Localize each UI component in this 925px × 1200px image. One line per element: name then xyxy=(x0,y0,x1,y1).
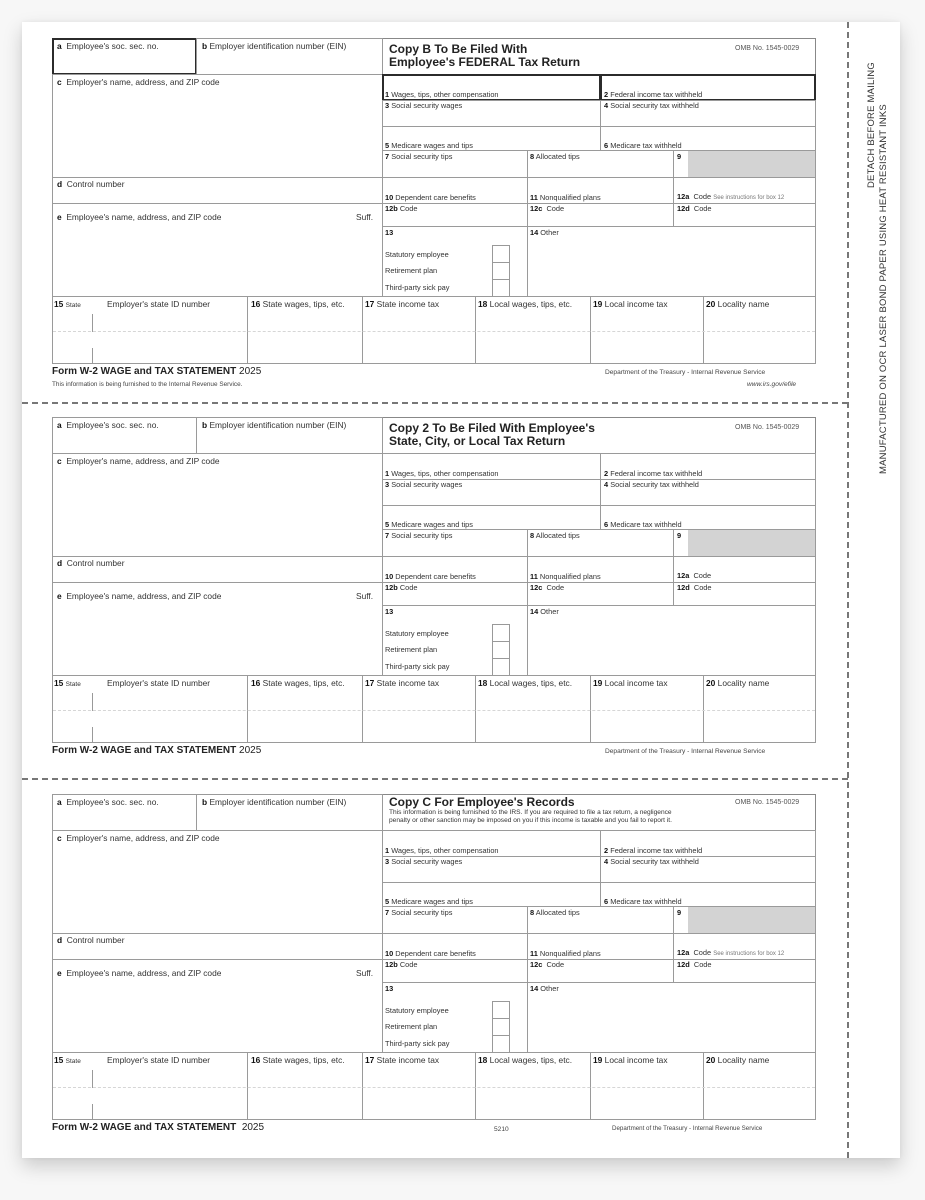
department-label: Department of the Treasury - Internal Revenue Service xyxy=(605,369,766,376)
third-party-sick-pay-checkbox[interactable] xyxy=(492,658,510,676)
copy-b-form: a Employee's soc. sec. no. b Employer identification number (EIN) Copy B To Be Filed With Employee's FEDERAL Tax Return OMB No. 1545-0029 c Employer's name, address, and ZIP code d Control number e Employee's name, address, and ZIP code Suff. 1 Wages, tips, other compensation 2 Federal income tax withheld 3 Social security wages 4 Social security tax withheld 5 Medicare wages and tips 6 Medicare tax withheld 7 Social security tips 8 Allocated tips 9 10 Dependent care benefits 11 Nonqualified plans 12a Code See instructions for box 12 12b Code 12c Code 12d Code 13 Statutory employee Retirement plan Third-party sick pay 14 Other 15 State Employer's state ID number 16 State wages, tips, etc. 17 State income tax 18 Local wages, tips, etc. 19 Local income tax 20 Locality name Form W-2 WAGE and TAX STATEMENT 2025 This information is being furnished to the Internal Revenue Service. Department of the Treasury - Internal Revenue Service www.irs.gov/efile xyxy=(52,38,816,398)
box-14-other[interactable] xyxy=(527,982,816,1053)
omb-number: OMB No. 1545-0029 xyxy=(735,45,800,52)
vertical-perforation-line xyxy=(847,22,849,1158)
perforation-line xyxy=(22,402,848,404)
box-c-employer[interactable] xyxy=(52,74,383,178)
copy-title: Copy 2 To Be Filed With Employee's State, City, or Local Tax Return xyxy=(389,421,595,448)
furnished-note: This information is being furnished to the Internal Revenue Service. xyxy=(52,381,243,388)
third-party-sick-pay-checkbox[interactable] xyxy=(492,279,510,297)
box-c-employer[interactable] xyxy=(52,830,383,934)
statutory-employee-checkbox[interactable] xyxy=(492,1001,510,1019)
copy-c-notice: This information is being furnished to the IRS. If you are required to file a tax return, a negligence penalty or other sanction may be imposed on you if this income is taxable and you fail to report it. xyxy=(389,809,672,824)
retirement-plan-checkbox[interactable] xyxy=(492,262,510,280)
statutory-employee-checkbox[interactable] xyxy=(492,624,510,642)
retirement-plan-checkbox[interactable] xyxy=(492,1018,510,1036)
copy-title: Copy C For Employee's Records xyxy=(389,795,575,809)
retirement-plan-checkbox[interactable] xyxy=(492,641,510,659)
box-14-other[interactable] xyxy=(527,605,816,676)
paper-notice: MANUFACTURED ON OCR LASER BOND PAPER USING HEAT RESISTANT INKS xyxy=(878,104,889,474)
copy-title: Copy B To Be Filed With Employee's FEDERAL Tax Return xyxy=(389,42,581,69)
box-a-label: Employee's soc. sec. no. xyxy=(66,41,159,51)
detach-notice: DETACH BEFORE MAILING xyxy=(866,62,877,188)
suffix-label: Suff. xyxy=(356,212,374,222)
form-title: Form W-2 WAGE and TAX STATEMENT 2025 xyxy=(52,366,262,377)
third-party-sick-pay-checkbox[interactable] xyxy=(492,1035,510,1053)
statutory-employee-checkbox[interactable] xyxy=(492,245,510,263)
box-b-label: Employer identification number (EIN) xyxy=(209,41,347,51)
copy-c-form: a Employee's soc. sec. no. b Employer identification number (EIN) Copy C For Employee's Records This information is being furnished to the IRS. If you are required to file a tax return, a negligence penalty or other sanction may be imposed on you if this income is taxable and you fail to report it. OMB No. 1545-0029 c Employer's name, address, and ZIP code d Control number e Employee's name, address, and ZIP code Suff. 1 Wages, tips, other compensation 2 Federal income tax withheld 3 Social security wages 4 Social security tax withheld 5 Medicare wages and tips 6 Medicare tax withheld 7 Social security tips 8 Allocated tips 9 10 Dependent care benefits 11 Nonqualified plans 12a Code See instructions for box 12 12b Code 12c Code 12d Code 13 Statutory employee Retirement plan Third-party sick pay 14 Other 15 State Employer's state ID number 16 State wages, tips, etc. 17 State income tax 18 Local wages, tips, etc. 19 Local income tax 20 Locality name Form W-2 WAGE and TAX STATEMENT 2025 5210 Department of the Treasury - Internal Revenue Service xyxy=(52,794,816,1144)
form-title: Form W-2 WAGE and TAX STATEMENT 2025 xyxy=(52,1122,265,1133)
irs-efile-link[interactable]: www.irs.gov/efile xyxy=(747,381,797,388)
box-c-employer[interactable] xyxy=(52,453,383,557)
copy-2-form: a Employee's soc. sec. no. b Employer identification number (EIN) Copy 2 To Be Filed With Employee's State, City, or Local Tax Return OMB No. 1545-0029 c Employer's name, address, and ZIP code d Control number e Employee's name, address, and ZIP code Suff. 1 Wages, tips, other compensation 2 Federal income tax withheld 3 Social security wages 4 Social security tax withheld 5 Medicare wages and tips 6 Medicare tax withheld 7 Social security tips 8 Allocated tips 9 10 Dependent care benefits 11 Nonqualified plans 12a Code 12b Code 12c Code 12d Code 13 Statutory employee Retirement plan Third-party sick pay 14 Other 15 State Employer's state ID number 16 State wages, tips, etc. 17 State income tax 18 Local wages, tips, etc. 19 Local income tax 20 Locality name Form W-2 WAGE and TAX STATEMENT 2025 Department of the Treasury - Internal Revenue Service xyxy=(52,417,816,767)
perforation-line xyxy=(22,778,848,780)
form-number: 5210 xyxy=(494,1126,509,1133)
form-title: Form W-2 WAGE and TAX STATEMENT 2025 xyxy=(52,745,262,756)
box-14-other[interactable] xyxy=(527,226,816,297)
